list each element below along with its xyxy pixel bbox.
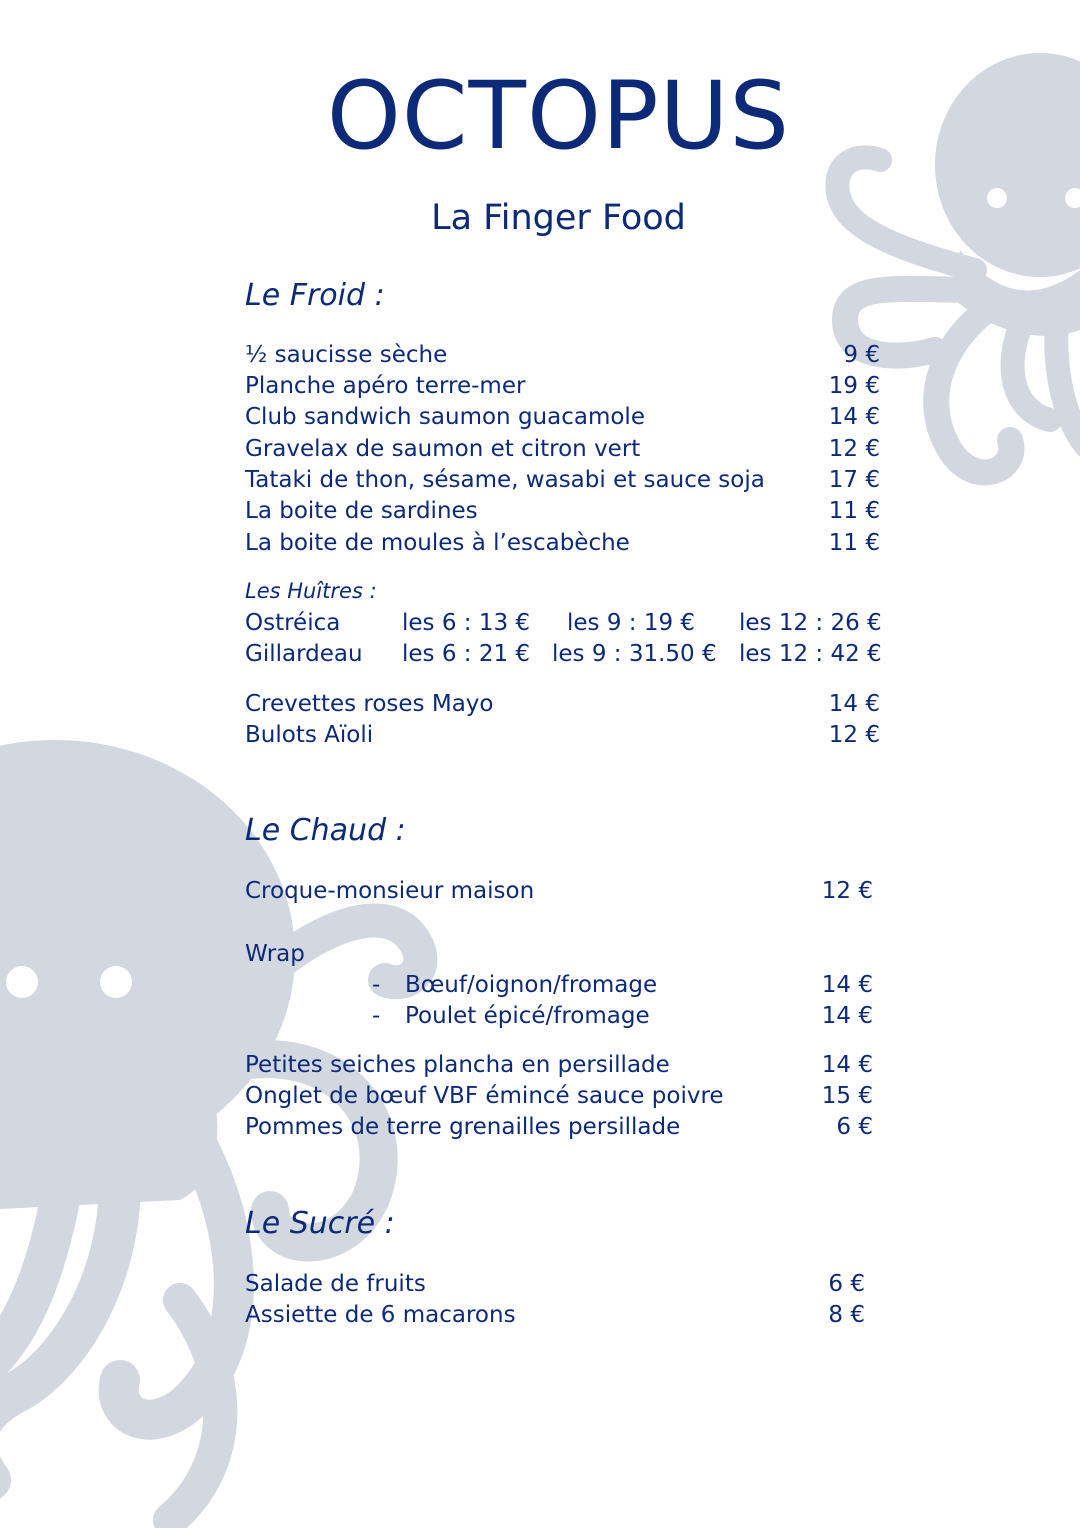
menu-item-price: 12 € bbox=[828, 436, 880, 462]
menu-item-name: Croque-monsieur maison bbox=[245, 878, 535, 904]
wrap-label-row bbox=[245, 938, 873, 970]
oyster-name: Gillardeau bbox=[245, 641, 363, 667]
wrap-option bbox=[245, 969, 873, 1001]
menu-item bbox=[245, 495, 880, 527]
oysters-heading: Les Huîtres : bbox=[245, 579, 377, 603]
wrap-label: Wrap bbox=[245, 941, 305, 967]
menu-item-name: Tataki de thon, sésame, wasabi et sauce soja bbox=[245, 467, 765, 493]
menu-item bbox=[245, 527, 880, 559]
menu-item-name: Pommes de terre grenailles persillade bbox=[245, 1114, 681, 1140]
menu-item bbox=[245, 1049, 873, 1081]
menu-item-price: 19 € bbox=[828, 373, 880, 399]
menu-item-price: 6 € bbox=[828, 1271, 865, 1297]
menu-item-price: 9 € bbox=[843, 342, 880, 368]
menu-item bbox=[245, 688, 880, 720]
menu-item-price: 14 € bbox=[828, 691, 880, 717]
menu-item-name: Poulet épicé/fromage bbox=[405, 1003, 650, 1029]
menu-item-price: 14 € bbox=[821, 1052, 873, 1078]
section-heading-sweet: Le Sucré : bbox=[245, 1206, 395, 1241]
menu-item-price: 12 € bbox=[828, 722, 880, 748]
oyster-price-9: les 9 : 31.50 € bbox=[552, 641, 717, 667]
oyster-price-12: les 12 : 42 € bbox=[739, 641, 882, 667]
menu-item-price: 6 € bbox=[836, 1114, 873, 1140]
menu-item-price: 11 € bbox=[828, 530, 880, 556]
menu-item bbox=[245, 401, 880, 433]
menu-item-price: 14 € bbox=[821, 1003, 873, 1029]
menu-item-name: Club sandwich saumon guacamole bbox=[245, 404, 645, 430]
menu-item-name: Salade de fruits bbox=[245, 1271, 426, 1297]
oyster-price-6: les 6 : 21 € bbox=[402, 641, 531, 667]
menu-item-name: La boite de sardines bbox=[245, 498, 478, 524]
menu-item-price: 11 € bbox=[828, 498, 880, 524]
menu-item-name: Assiette de 6 macarons bbox=[245, 1302, 516, 1328]
menu-item-price: 8 € bbox=[828, 1302, 865, 1328]
oyster-row bbox=[245, 607, 885, 639]
menu-item bbox=[245, 719, 880, 751]
oyster-price-12: les 12 : 26 € bbox=[739, 610, 882, 636]
menu-item-price: 12 € bbox=[821, 878, 873, 904]
menu-item-price: 15 € bbox=[821, 1083, 873, 1109]
menu-item-price: 14 € bbox=[821, 972, 873, 998]
menu-item bbox=[245, 339, 880, 371]
menu-item bbox=[245, 370, 880, 402]
oyster-row bbox=[245, 638, 885, 670]
restaurant-title: OCTOPUS bbox=[326, 62, 791, 171]
menu-item bbox=[245, 1080, 873, 1112]
section-heading-hot: Le Chaud : bbox=[245, 813, 406, 848]
menu-item-name: Petites seiches plancha en persillade bbox=[245, 1052, 670, 1078]
section-heading-cold: Le Froid : bbox=[245, 278, 385, 313]
menu-item-name: ½ saucisse sèche bbox=[245, 342, 448, 368]
menu-item bbox=[245, 1299, 865, 1331]
wrap-option bbox=[245, 1000, 873, 1032]
list-dash: - bbox=[372, 1003, 381, 1029]
menu-item-price: 17 € bbox=[828, 467, 880, 493]
menu-item-name: Gravelax de saumon et citron vert bbox=[245, 436, 641, 462]
menu-item-price: 14 € bbox=[828, 404, 880, 430]
list-dash: - bbox=[372, 972, 381, 998]
menu-item bbox=[245, 1268, 865, 1300]
menu-item-name: Planche apéro terre-mer bbox=[245, 373, 526, 399]
oyster-name: Ostréica bbox=[245, 610, 341, 636]
menu-item-name: Bulots Aïoli bbox=[245, 722, 374, 748]
menu-item-name: La boite de moules à l’escabèche bbox=[245, 530, 630, 556]
oyster-price-9: les 9 : 19 € bbox=[567, 610, 696, 636]
menu-item bbox=[245, 433, 880, 465]
menu-item-name: Onglet de bœuf VBF émincé sauce poivre bbox=[245, 1083, 724, 1109]
menu-item-name: Crevettes roses Mayo bbox=[245, 691, 494, 717]
menu-item bbox=[245, 1111, 873, 1143]
menu-item bbox=[245, 875, 873, 907]
oyster-price-6: les 6 : 13 € bbox=[402, 610, 531, 636]
menu-subtitle: La Finger Food bbox=[431, 198, 686, 238]
menu-item bbox=[245, 464, 880, 496]
menu-item-name: Bœuf/oignon/fromage bbox=[405, 972, 658, 998]
